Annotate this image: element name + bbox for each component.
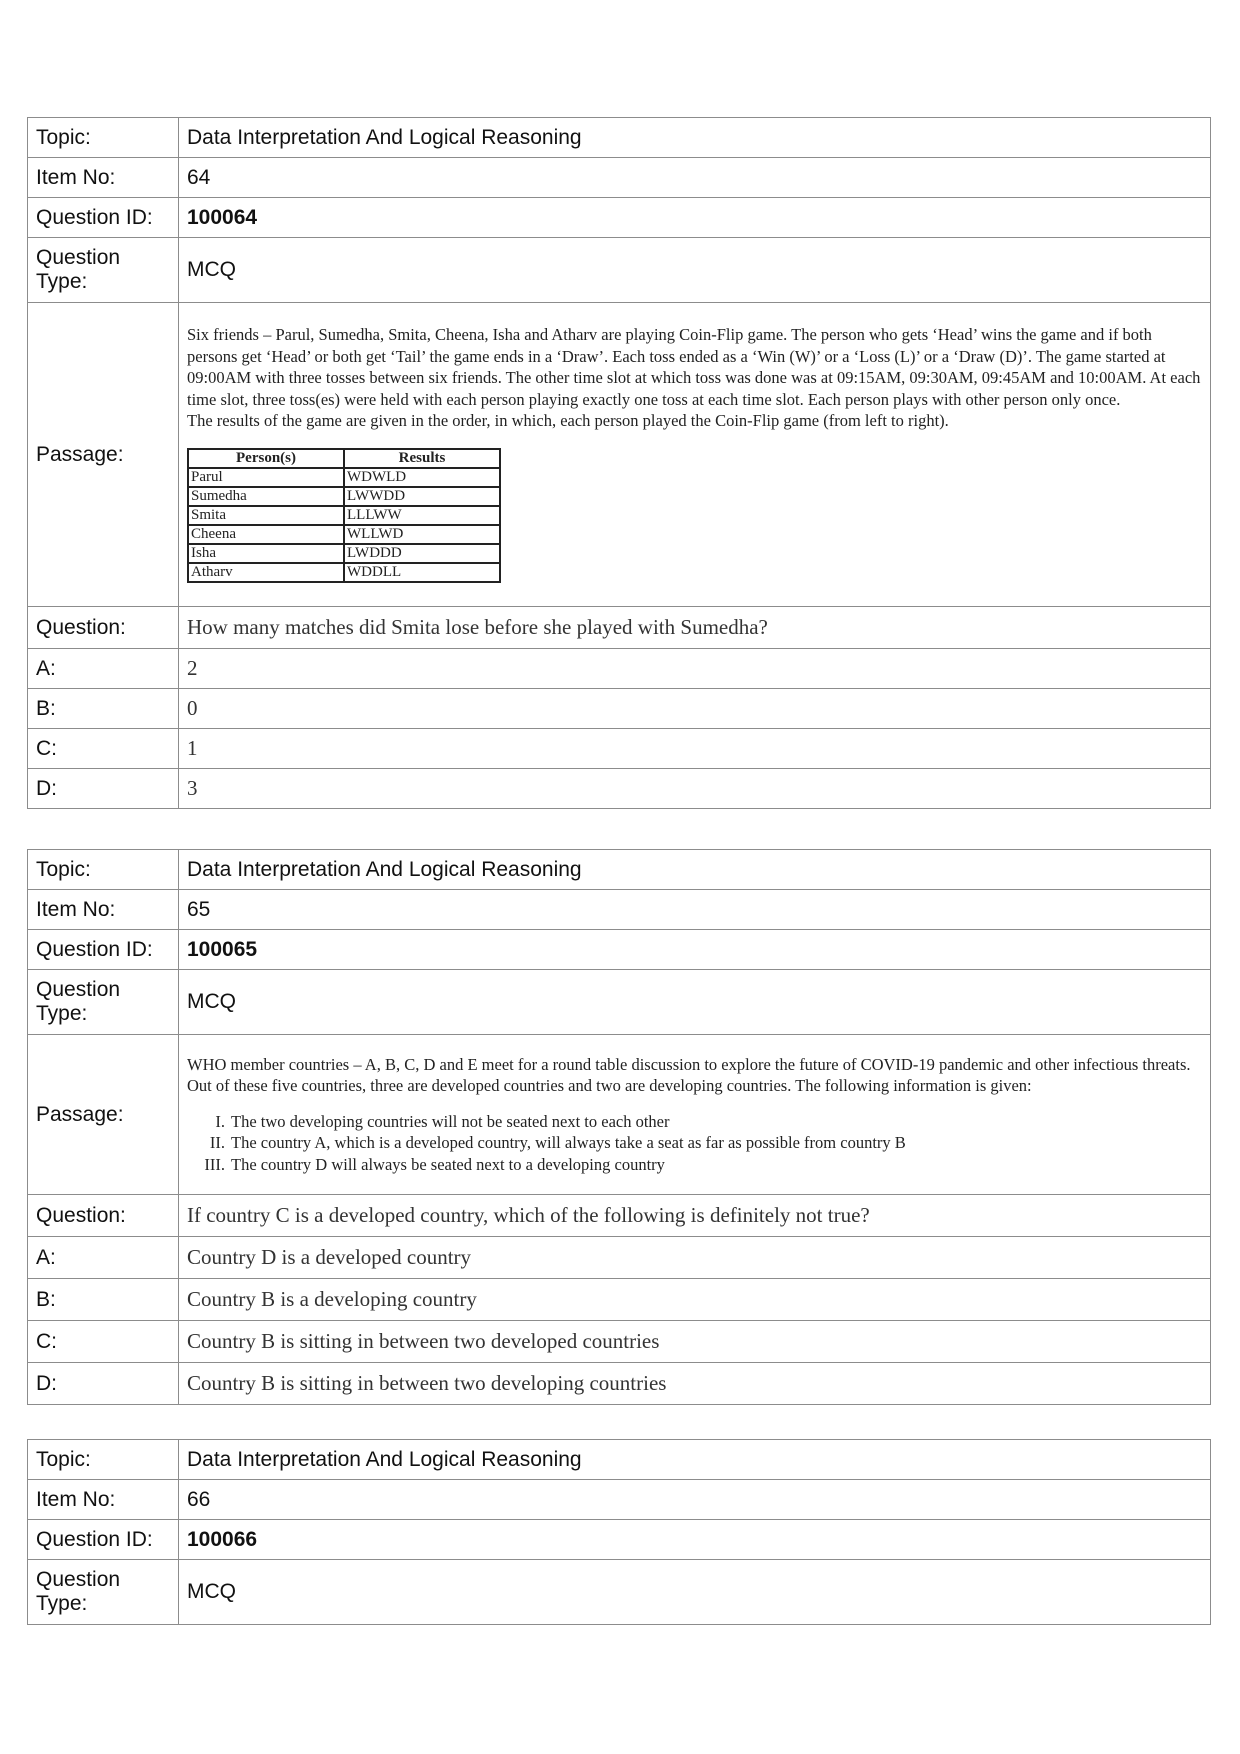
question-id-label: Question ID: (28, 198, 179, 238)
item-no-value: 66 (179, 1480, 1211, 1520)
option-d-label: D: (28, 769, 179, 809)
person-cell: Parul (188, 468, 344, 487)
item-no-label: Item No: (28, 1480, 179, 1520)
question-type-value: MCQ (179, 238, 1211, 303)
person-cell: Smita (188, 506, 344, 525)
question-text: If country C is a developed country, which of the following is definitely not true? (179, 1195, 1211, 1237)
passage-label: Passage: (28, 303, 179, 607)
question-type-label: Question Type: (28, 1560, 179, 1625)
list-item-number: II. (209, 1133, 225, 1153)
item-no-value: 64 (179, 158, 1211, 198)
question-type-label: Question Type: (28, 970, 179, 1035)
item-no-value: 65 (179, 890, 1211, 930)
question-table-65 (27, 849, 1211, 1405)
passage-paragraph: The results of the game are given in the order, in which, each person played the Coin-Flip game (from left to right). (187, 411, 949, 431)
topic-value: Data Interpretation And Logical Reasoning (179, 118, 1211, 158)
table-row (188, 525, 500, 544)
list-item-text: The country D will always be seated next to a developing country (231, 1154, 665, 1174)
list-item (187, 1111, 1202, 1133)
passage-label: Passage: (28, 1035, 179, 1195)
question-table-66 (27, 1439, 1211, 1625)
option-d-label: D: (28, 1363, 179, 1405)
option-b-label: B: (28, 689, 179, 729)
topic-value: Data Interpretation And Logical Reasoning (179, 850, 1211, 890)
person-cell: Atharv (188, 563, 344, 582)
table-row (188, 506, 500, 525)
question-type-label: Question Type: (28, 238, 179, 303)
person-cell: Sumedha (188, 487, 344, 506)
topic-label: Topic: (28, 118, 179, 158)
list-item (187, 1154, 1202, 1176)
result-cell: WLLWD (344, 525, 500, 544)
result-cell: WDDLL (344, 563, 500, 582)
passage-paragraph: Six friends – Parul, Sumedha, Smita, Cheena, Isha and Atharv are playing Coin-Flip game. The person who gets ‘Head’ wins the game and if both persons get ‘Head’ or both get ‘Tail’ the game ends in a ‘Draw’. Each toss ended as a ‘Win (W)’ or a ‘Loss (L)’ or a ‘Draw (D)’. The game started at 09:00AM with three tosses between six friends. The other time slot at which toss was done was at 09:15AM, 09:30AM, 09:45AM and 10:00AM. At each time slot, three toss(es) were held with each person playing exactly one toss at each time slot. Each person plays with other person only once. (187, 325, 1201, 409)
list-item (187, 1132, 1202, 1154)
table-row (188, 563, 500, 582)
list-item-text: The country A, which is a developed country, will always take a seat as far as possible from country B (231, 1133, 906, 1153)
passage-content (179, 303, 1211, 607)
result-cell: LLLWW (344, 506, 500, 525)
option-c-label: C: (28, 729, 179, 769)
option-d-text: Country B is sitting in between two developing countries (179, 1363, 1211, 1405)
option-c-text: 1 (179, 729, 1211, 769)
person-cell: Isha (188, 544, 344, 563)
question-type-value: MCQ (179, 970, 1211, 1035)
passage-paragraph: WHO member countries – A, B, C, D and E meet for a round table discussion to explore the future of COVID-19 pandemic and other infectious threats. Out of these five countries, three are developed countries and two are developing countries. The following information is given: (187, 1054, 1191, 1096)
option-a-label: A: (28, 1237, 179, 1279)
option-a-label: A: (28, 649, 179, 689)
question-id-value: 100065 (179, 930, 1211, 970)
topic-label: Topic: (28, 850, 179, 890)
topic-value: Data Interpretation And Logical Reasoning (179, 1440, 1211, 1480)
option-b-label: B: (28, 1279, 179, 1321)
passage-content (179, 1035, 1211, 1195)
topic-label: Topic: (28, 1440, 179, 1480)
option-b-text: Country B is a developing country (179, 1279, 1211, 1321)
person-cell: Cheena (188, 525, 344, 544)
option-c-text: Country B is sitting in between two developed countries (179, 1321, 1211, 1363)
option-b-text: 0 (179, 689, 1211, 729)
question-id-label: Question ID: (28, 930, 179, 970)
results-header-person: Person(s) (188, 449, 344, 468)
list-item-number: I. (215, 1111, 225, 1131)
question-id-value: 100064 (179, 198, 1211, 238)
result-cell: LWDDD (344, 544, 500, 563)
question-text: How many matches did Smita lose before she played with Sumedha? (179, 607, 1211, 649)
option-a-text: 2 (179, 649, 1211, 689)
list-item-text: The two developing countries will not be seated next to each other (231, 1111, 670, 1131)
results-table (187, 448, 501, 583)
results-header-results: Results (344, 449, 500, 468)
option-a-text: Country D is a developed country (179, 1237, 1211, 1279)
info-list (187, 1111, 1202, 1176)
question-id-value: 100066 (179, 1520, 1211, 1560)
question-label: Question: (28, 607, 179, 649)
table-row (188, 544, 500, 563)
option-d-text: 3 (179, 769, 1211, 809)
item-no-label: Item No: (28, 890, 179, 930)
table-row (188, 487, 500, 506)
list-item-number: III. (204, 1154, 225, 1174)
question-table-64 (27, 117, 1211, 809)
result-cell: LWWDD (344, 487, 500, 506)
question-type-value: MCQ (179, 1560, 1211, 1625)
table-row (188, 468, 500, 487)
option-c-label: C: (28, 1321, 179, 1363)
item-no-label: Item No: (28, 158, 179, 198)
result-cell: WDWLD (344, 468, 500, 487)
question-label: Question: (28, 1195, 179, 1237)
question-id-label: Question ID: (28, 1520, 179, 1560)
